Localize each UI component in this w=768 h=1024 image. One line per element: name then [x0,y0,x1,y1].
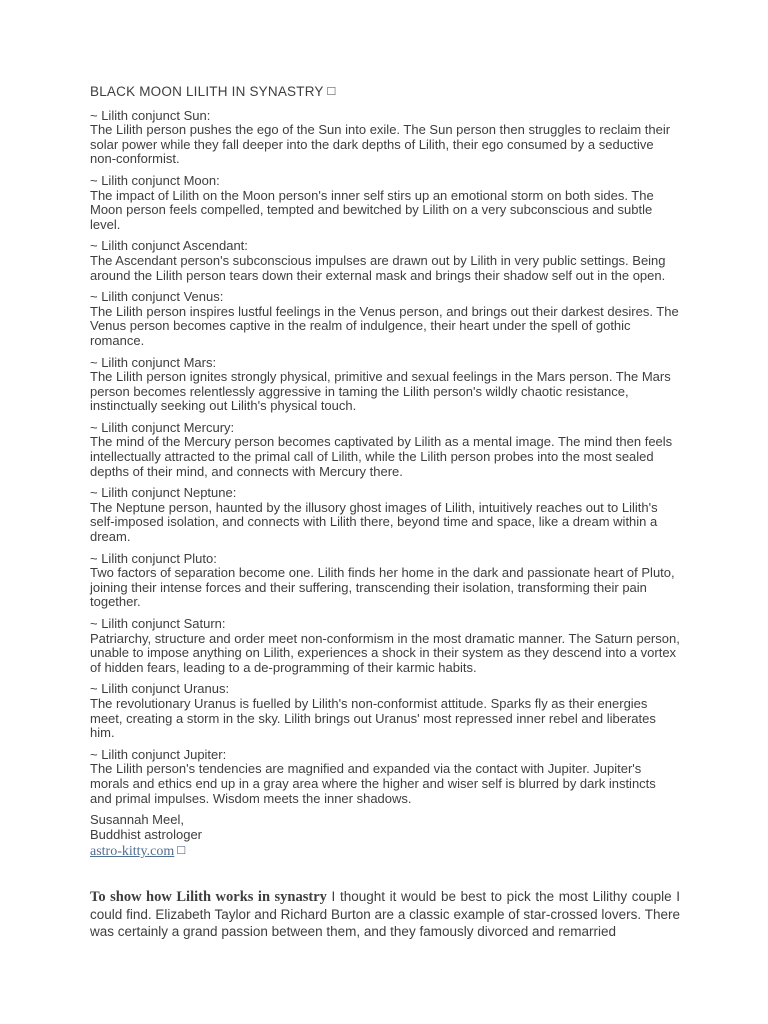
synastry-section [90,552,680,610]
section-body: The Lilith person ignites strongly physical, primitive and sexual feelings in the Mars person. The Mars person becomes relentlessly aggressive in taming the Lilith person's wildly chaotic resistance, instinctually seeking out Lilith's physical touch. [90,369,671,414]
closing-paragraph [90,888,680,941]
section-body: The impact of Lilith on the Moon person's inner self stirs up an emotional storm on both sides. The Moon person feels compelled, tempted and bewitched by Lilith on a very subconscious and subtle level. [90,187,654,232]
section-body: The mind of the Mercury person becomes captivated by Lilith as a mental image. The mind then feels intellectually attracted to the primal call of Lilith, while the Lilith person probes into the most sealed depths of their mind, and connects with Mercury there. [90,434,673,479]
synastry-section [90,174,680,232]
document-title [90,85,680,100]
document-title-text: BLACK MOON LILITH IN SYNASTRY [90,84,324,99]
sections-container [90,109,680,807]
document-content [90,85,680,941]
section-body: The Lilith person pushes the ego of the Sun into exile. The Sun person then struggles to reclaim their solar power while they fall deeper into the dark depths of Lilith, their ego consumed by a seductive non-conformist. [90,122,671,167]
section-heading: ~ Lilith conjunct Jupiter: [90,746,227,762]
section-body: Patriarchy, structure and order meet non-conformism in the most dramatic manner. The Saturn person, unable to impose anything on Lilith, experiences a shock in their system as they descend into a vortex of hidden fears, leading to a de-programming of their karmic habits. [90,630,680,675]
closing-paragraph-lead: To show how Lilith works in synastry [90,888,327,905]
section-body: The Ascendant person's subconscious impulses are drawn out by Lilith in very public settings. Being around the Lilith person tears down their external mask and brings their shadow self out in the open. [90,252,666,283]
synastry-section [90,356,680,414]
section-heading: ~ Lilith conjunct Sun: [90,107,211,123]
synastry-section [90,290,680,348]
synastry-section [90,486,680,544]
synastry-section [90,421,680,479]
synastry-section [90,109,680,167]
section-heading: ~ Lilith conjunct Ascendant: [90,238,248,254]
synastry-section [90,617,680,675]
missing-emoji-glyph: □ [327,83,336,98]
missing-emoji-glyph: □ [177,842,186,858]
astro-kitty-link[interactable]: astro-kitty.com [90,844,175,860]
synastry-section [90,239,680,283]
section-body: The revolutionary Uranus is fuelled by Lilith's non-conformist attitude. Sparks fly as their energies meet, creating a storm in the sky. Lilith brings out Uranus' most repressed inner rebel and liberates him. [90,695,656,741]
closing-paragraph-rest: I thought it would be best to pick the most Lilithy couple I could find. Elizabeth Taylor and Richard Burton are a classic example of star-crossed lovers. There was certainly a grand passion between them, and they famously divorced and remarried [90,888,680,940]
section-heading: ~ Lilith conjunct Venus: [90,289,224,305]
synastry-section [90,748,680,806]
section-heading: ~ Lilith conjunct Mercury: [90,419,235,435]
signature-name: Susannah Meel, [90,812,184,828]
section-heading: ~ Lilith conjunct Neptune: [90,485,237,501]
section-body: The Lilith person inspires lustful feelings in the Venus person, and brings out their darkest desires. The Venus person becomes captive in the realm of indulgence, their heart under the spell of gothic romance. [90,303,679,348]
synastry-section [90,682,680,740]
section-body: Two factors of separation become one. Lilith finds her home in the dark and passionate heart of Pluto, joining their intense forces and their suffering, transcending their isolation, transforming their pain together. [90,565,675,610]
section-heading: ~ Lilith conjunct Uranus: [90,681,230,697]
section-body: The Neptune person, haunted by the illusory ghost images of Lilith, intuitively reaches out to Lilith's self-imposed isolation, and connects with Lilith there, beyond time and space, like a dream within a dream. [90,499,658,545]
section-heading: ~ Lilith conjunct Saturn: [90,616,226,631]
section-heading: ~ Lilith conjunct Pluto: [90,550,217,566]
section-body: The Lilith person's tendencies are magnified and expanded via the contact with Jupiter. Jupiter's morals and ethics end up in a gray area where the higher and wiser self is blurred by dark instincts and primal impulses. Wisdom meets the inner shadows. [90,761,656,806]
website-line [90,844,680,860]
section-heading: ~ Lilith conjunct Moon: [90,172,220,188]
section-heading: ~ Lilith conjunct Mars: [90,354,217,370]
signature-block [90,813,680,842]
signature-role: Buddhist astrologer [90,826,203,842]
